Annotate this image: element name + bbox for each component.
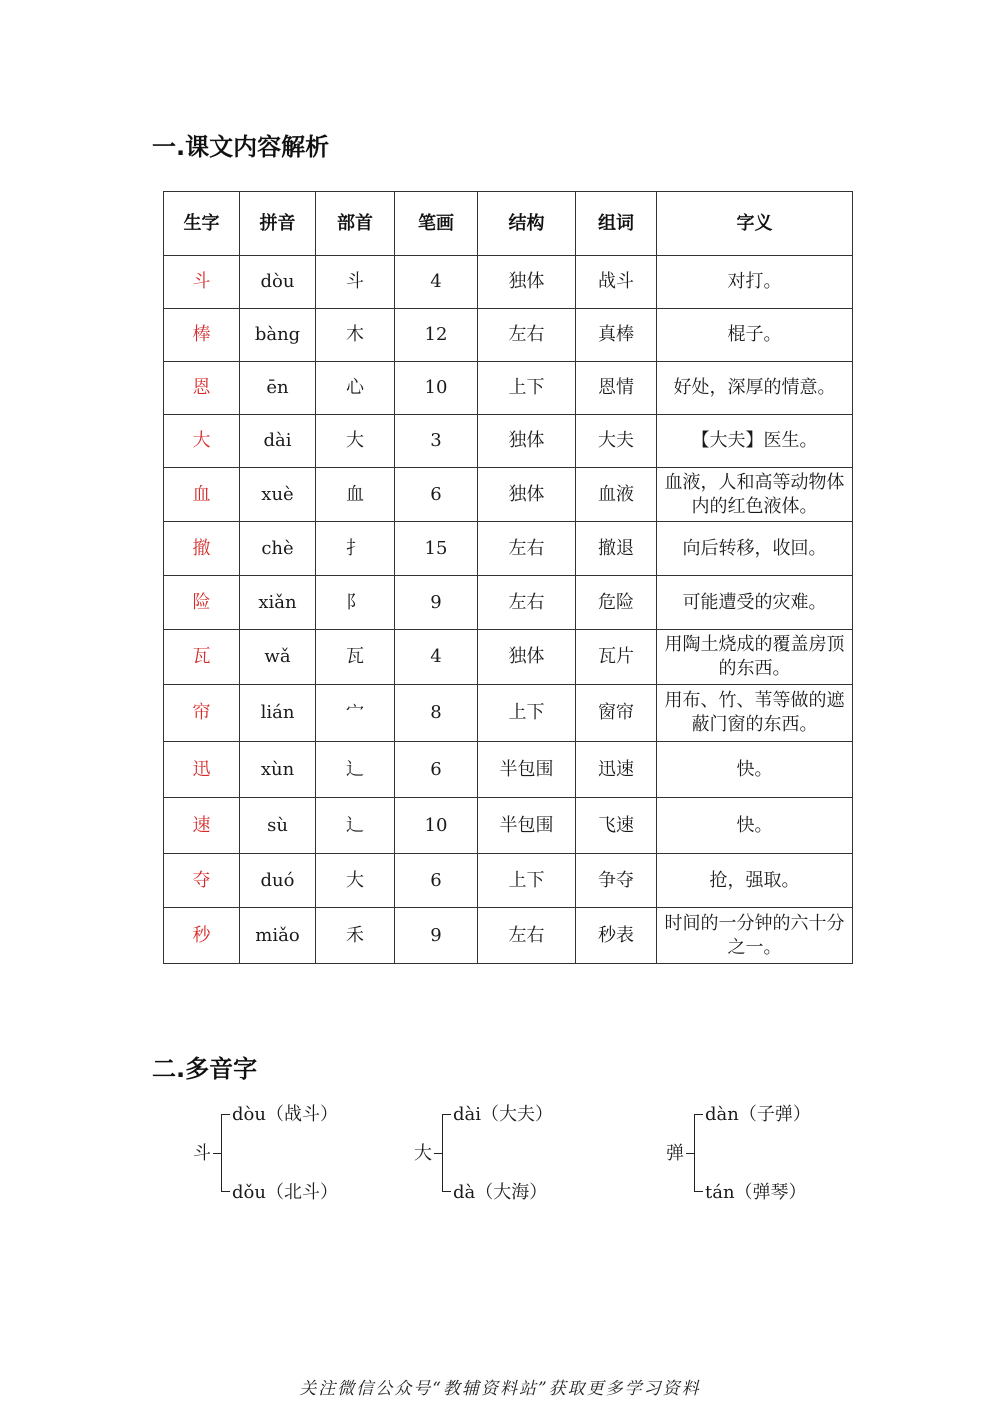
cell-word: 大夫 bbox=[576, 415, 657, 468]
cell-strokes: 6 bbox=[395, 742, 478, 798]
cell-radical: 瓦 bbox=[316, 630, 395, 685]
cell-char: 险 bbox=[164, 576, 240, 630]
header-strokes: 笔画 bbox=[395, 192, 478, 256]
cell-structure: 半包围 bbox=[478, 742, 576, 798]
cell-meaning: 用布、竹、苇等做的遮蔽门窗的东西。 bbox=[657, 685, 853, 742]
cell-strokes: 4 bbox=[395, 630, 478, 685]
table-row bbox=[164, 362, 853, 415]
table-row bbox=[164, 522, 853, 576]
cell-meaning: 抢，强取。 bbox=[657, 854, 853, 908]
reading-1: dài（大夫） bbox=[453, 1104, 554, 1125]
cell-radical: 血 bbox=[316, 468, 395, 522]
table-row bbox=[164, 256, 853, 309]
header-structure: 结构 bbox=[478, 192, 576, 256]
cell-pinyin: duó bbox=[240, 854, 316, 908]
header-pinyin: 拼音 bbox=[240, 192, 316, 256]
cell-word: 恩情 bbox=[576, 362, 657, 415]
cell-char: 撤 bbox=[164, 522, 240, 576]
cell-word: 窗帘 bbox=[576, 685, 657, 742]
header-char: 生字 bbox=[164, 192, 240, 256]
header-meaning: 字义 bbox=[657, 192, 853, 256]
cell-structure: 上下 bbox=[478, 685, 576, 742]
cell-radical: 大 bbox=[316, 415, 395, 468]
cell-radical: 大 bbox=[316, 854, 395, 908]
section-title-polyphonic: 二.多音字 bbox=[152, 1055, 258, 1083]
cell-word: 秒表 bbox=[576, 908, 657, 964]
cell-strokes: 8 bbox=[395, 685, 478, 742]
reading-2: dà（大海） bbox=[453, 1182, 548, 1203]
cell-meaning: 向后转移，收回。 bbox=[657, 522, 853, 576]
cell-pinyin: xiǎn bbox=[240, 576, 316, 630]
cell-structure: 独体 bbox=[478, 468, 576, 522]
bracket-line bbox=[442, 1114, 453, 1192]
cell-strokes: 6 bbox=[395, 468, 478, 522]
cell-word: 血液 bbox=[576, 468, 657, 522]
cell-radical: 扌 bbox=[316, 522, 395, 576]
cell-pinyin: wǎ bbox=[240, 630, 316, 685]
cell-char: 恩 bbox=[164, 362, 240, 415]
cell-strokes: 10 bbox=[395, 362, 478, 415]
reading-1: dàn（子弹） bbox=[705, 1104, 811, 1125]
cell-char: 瓦 bbox=[164, 630, 240, 685]
cell-pinyin: xuè bbox=[240, 468, 316, 522]
table-row bbox=[164, 309, 853, 362]
reading-2: tán（弹琴） bbox=[705, 1182, 807, 1203]
cell-pinyin: dòu bbox=[240, 256, 316, 309]
cell-char: 迅 bbox=[164, 742, 240, 798]
cell-structure: 独体 bbox=[478, 630, 576, 685]
polyphone-group bbox=[193, 1103, 393, 1203]
reading-1: dòu（战斗） bbox=[232, 1104, 338, 1125]
cell-radical: 辶 bbox=[316, 742, 395, 798]
cell-structure: 上下 bbox=[478, 362, 576, 415]
cell-meaning: 快。 bbox=[657, 742, 853, 798]
cell-meaning: 好处，深厚的情意。 bbox=[657, 362, 853, 415]
cell-strokes: 9 bbox=[395, 908, 478, 964]
polyphone-char: 弹 bbox=[666, 1143, 684, 1164]
cell-structure: 上下 bbox=[478, 854, 576, 908]
cell-radical: 心 bbox=[316, 362, 395, 415]
cell-strokes: 4 bbox=[395, 256, 478, 309]
reading-2: dǒu（北斗） bbox=[232, 1182, 338, 1203]
cell-char: 斗 bbox=[164, 256, 240, 309]
cell-pinyin: chè bbox=[240, 522, 316, 576]
polyphone-char: 斗 bbox=[193, 1143, 211, 1164]
cell-radical: 斗 bbox=[316, 256, 395, 309]
cell-pinyin: bàng bbox=[240, 309, 316, 362]
cell-char: 大 bbox=[164, 415, 240, 468]
cell-word: 迅速 bbox=[576, 742, 657, 798]
cell-word: 危险 bbox=[576, 576, 657, 630]
table-row bbox=[164, 468, 853, 522]
cell-word: 撤退 bbox=[576, 522, 657, 576]
cell-meaning: 棍子。 bbox=[657, 309, 853, 362]
cell-meaning: 【大夫】医生。 bbox=[657, 415, 853, 468]
cell-pinyin: lián bbox=[240, 685, 316, 742]
cell-word: 真棒 bbox=[576, 309, 657, 362]
cell-char: 帘 bbox=[164, 685, 240, 742]
table-row bbox=[164, 908, 853, 964]
table-row bbox=[164, 576, 853, 630]
cell-word: 瓦片 bbox=[576, 630, 657, 685]
cell-radical: 宀 bbox=[316, 685, 395, 742]
cell-meaning: 可能遭受的灾难。 bbox=[657, 576, 853, 630]
table-row bbox=[164, 798, 853, 854]
cell-meaning: 血液，人和高等动物体内的红色液体。 bbox=[657, 468, 853, 522]
cell-structure: 左右 bbox=[478, 522, 576, 576]
cell-char: 夺 bbox=[164, 854, 240, 908]
cell-structure: 独体 bbox=[478, 256, 576, 309]
cell-radical: 木 bbox=[316, 309, 395, 362]
cell-strokes: 9 bbox=[395, 576, 478, 630]
cell-strokes: 3 bbox=[395, 415, 478, 468]
cell-pinyin: miǎo bbox=[240, 908, 316, 964]
cell-pinyin: ēn bbox=[240, 362, 316, 415]
cell-meaning: 快。 bbox=[657, 798, 853, 854]
cell-strokes: 12 bbox=[395, 309, 478, 362]
polyphone-group bbox=[666, 1103, 866, 1203]
cell-strokes: 6 bbox=[395, 854, 478, 908]
table-row bbox=[164, 630, 853, 685]
cell-structure: 左右 bbox=[478, 908, 576, 964]
cell-radical: 辶 bbox=[316, 798, 395, 854]
cell-char: 秒 bbox=[164, 908, 240, 964]
cell-word: 争夺 bbox=[576, 854, 657, 908]
vocabulary-table bbox=[163, 191, 853, 964]
bracket-line bbox=[694, 1114, 705, 1192]
cell-structure: 左右 bbox=[478, 309, 576, 362]
table-row bbox=[164, 742, 853, 798]
cell-char: 速 bbox=[164, 798, 240, 854]
cell-pinyin: dài bbox=[240, 415, 316, 468]
cell-char: 血 bbox=[164, 468, 240, 522]
table-row bbox=[164, 685, 853, 742]
cell-radical: 禾 bbox=[316, 908, 395, 964]
table-header-row bbox=[164, 192, 853, 256]
cell-word: 战斗 bbox=[576, 256, 657, 309]
cell-strokes: 15 bbox=[395, 522, 478, 576]
cell-pinyin: sù bbox=[240, 798, 316, 854]
cell-meaning: 用陶土烧成的覆盖房顶的东西。 bbox=[657, 630, 853, 685]
cell-radical: 阝 bbox=[316, 576, 395, 630]
cell-char: 棒 bbox=[164, 309, 240, 362]
table-row bbox=[164, 415, 853, 468]
table-row bbox=[164, 854, 853, 908]
cell-pinyin: xùn bbox=[240, 742, 316, 798]
header-word: 组词 bbox=[576, 192, 657, 256]
cell-structure: 半包围 bbox=[478, 798, 576, 854]
cell-structure: 独体 bbox=[478, 415, 576, 468]
cell-structure: 左右 bbox=[478, 576, 576, 630]
polyphone-char: 大 bbox=[414, 1143, 432, 1164]
polyphone-group bbox=[414, 1103, 614, 1203]
bracket-line bbox=[221, 1114, 232, 1192]
header-radical: 部首 bbox=[316, 192, 395, 256]
section-title-content-analysis: 一.课文内容解析 bbox=[152, 133, 330, 161]
cell-meaning: 时间的一分钟的六十分之一。 bbox=[657, 908, 853, 964]
cell-meaning: 对打。 bbox=[657, 256, 853, 309]
footer-note: 关注微信公众号“教辅资料站”获取更多学习资料 bbox=[299, 1379, 701, 1399]
cell-word: 飞速 bbox=[576, 798, 657, 854]
cell-strokes: 10 bbox=[395, 798, 478, 854]
